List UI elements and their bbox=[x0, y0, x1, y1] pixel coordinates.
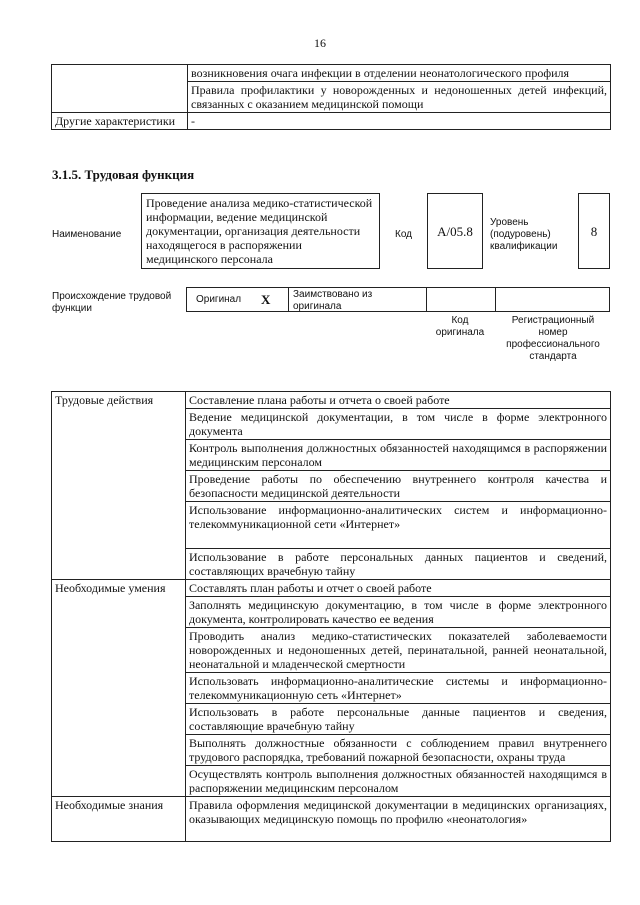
section-item: Использовать в работе персональные данные пациентов и сведения, составляющие врачебную тайну bbox=[186, 704, 611, 735]
section-item: Ведение медицинской документации, в том числе в форме электронного документа bbox=[186, 409, 611, 440]
level-value-box bbox=[578, 193, 610, 269]
origin-box bbox=[186, 287, 610, 312]
level-value: 8 bbox=[590, 224, 598, 239]
section-item: Заполнять медицинскую документацию, в том числе в форме электронного документа, контролировать качество ее ведения bbox=[186, 597, 611, 628]
section-title: Трудовые действия bbox=[52, 392, 186, 580]
section-item: Проведение работы по обеспечению внутреннего контроля качества и безопасности медицинской деятельности bbox=[186, 471, 611, 502]
section-heading: 3.1.5. Трудовая функция bbox=[52, 167, 195, 182]
original-label: Оригинал bbox=[196, 294, 242, 305]
top-table bbox=[51, 64, 611, 130]
table-row bbox=[52, 797, 611, 842]
origin-divider-2 bbox=[426, 287, 427, 312]
top-table-row2: Правила профилактики у новорожденных и недоношенных детей инфекций, связанных с оказанием медицинской помощи bbox=[188, 82, 611, 113]
section-item: Составлять план работы и отчет о своей работе bbox=[186, 580, 611, 597]
section-item: Составление плана работы и отчета о своей работе bbox=[186, 392, 611, 409]
table-row bbox=[52, 580, 611, 597]
original-mark: X bbox=[261, 292, 271, 307]
section-item: Правила оформления медицинской документации в медицинских организациях, оказывающих медицинскую помощь по профилю «неонатология» bbox=[186, 797, 611, 842]
section-item: Использовать информационно-аналитические системы и информационно-телекоммуникационную сеть «Интернет» bbox=[186, 673, 611, 704]
name-value-box bbox=[141, 193, 380, 269]
other-characteristics-value: - bbox=[188, 113, 611, 130]
page-number: 16 bbox=[314, 36, 326, 50]
section-item: Осуществлять контроль выполнения должностных обязанностей находящимся в распоряжении медицинским персоналом bbox=[186, 766, 611, 797]
origin-label: Происхождение трудовой функции bbox=[52, 291, 172, 314]
main-table bbox=[51, 391, 611, 842]
code-original-caption: Код оригинала bbox=[435, 315, 485, 338]
origin-divider-3 bbox=[495, 287, 496, 312]
section-item: Контроль выполнения должностных обязанностей находящимся в распоряжении медицинским персоналом bbox=[186, 440, 611, 471]
name-value: Проведение анализа медико-статистической информации, ведение медицинской документации, организация деятельности находящегося в распоряжении медицинского персонала bbox=[146, 196, 373, 266]
top-table-row1: возникновения очага инфекции в отделении неонатологического профиля bbox=[188, 65, 611, 82]
section-item: Проводить анализ медико-статистических показателей заболеваемости новорожденных и недоношенных детей, перинатальной, ранней неонатальной, неонатальной и младенческой смертности bbox=[186, 628, 611, 673]
section-item: Использование информационно-аналитических систем и информационно-телекоммуникационной сети «Интернет» bbox=[186, 502, 611, 549]
section-item: Выполнять должностные обязанности с соблюдением правил внутреннего трудового распорядка, требований пожарной безопасности, охраны труда bbox=[186, 735, 611, 766]
reg-number-caption: Регистрационный номер профессионального стандарта bbox=[506, 315, 600, 362]
section-item: Использование в работе персональных данных пациентов и сведений, составляющих врачебную тайну bbox=[186, 549, 611, 580]
code-value-box bbox=[427, 193, 483, 269]
section-title: Необходимые знания bbox=[52, 797, 186, 842]
table-row bbox=[52, 392, 611, 409]
code-value: A/05.8 bbox=[437, 224, 473, 239]
borrowed-label: Заимствовано из оригинала bbox=[293, 289, 373, 312]
level-label: Уровень (подуровень) квалификации bbox=[490, 217, 558, 252]
code-label: Код bbox=[395, 229, 413, 240]
top-table-left-cell bbox=[52, 65, 188, 113]
section-title: Необходимые умения bbox=[52, 580, 186, 797]
origin-divider-1 bbox=[288, 287, 289, 312]
name-label: Наименование bbox=[52, 229, 122, 240]
other-characteristics-label: Другие характеристики bbox=[52, 113, 188, 130]
